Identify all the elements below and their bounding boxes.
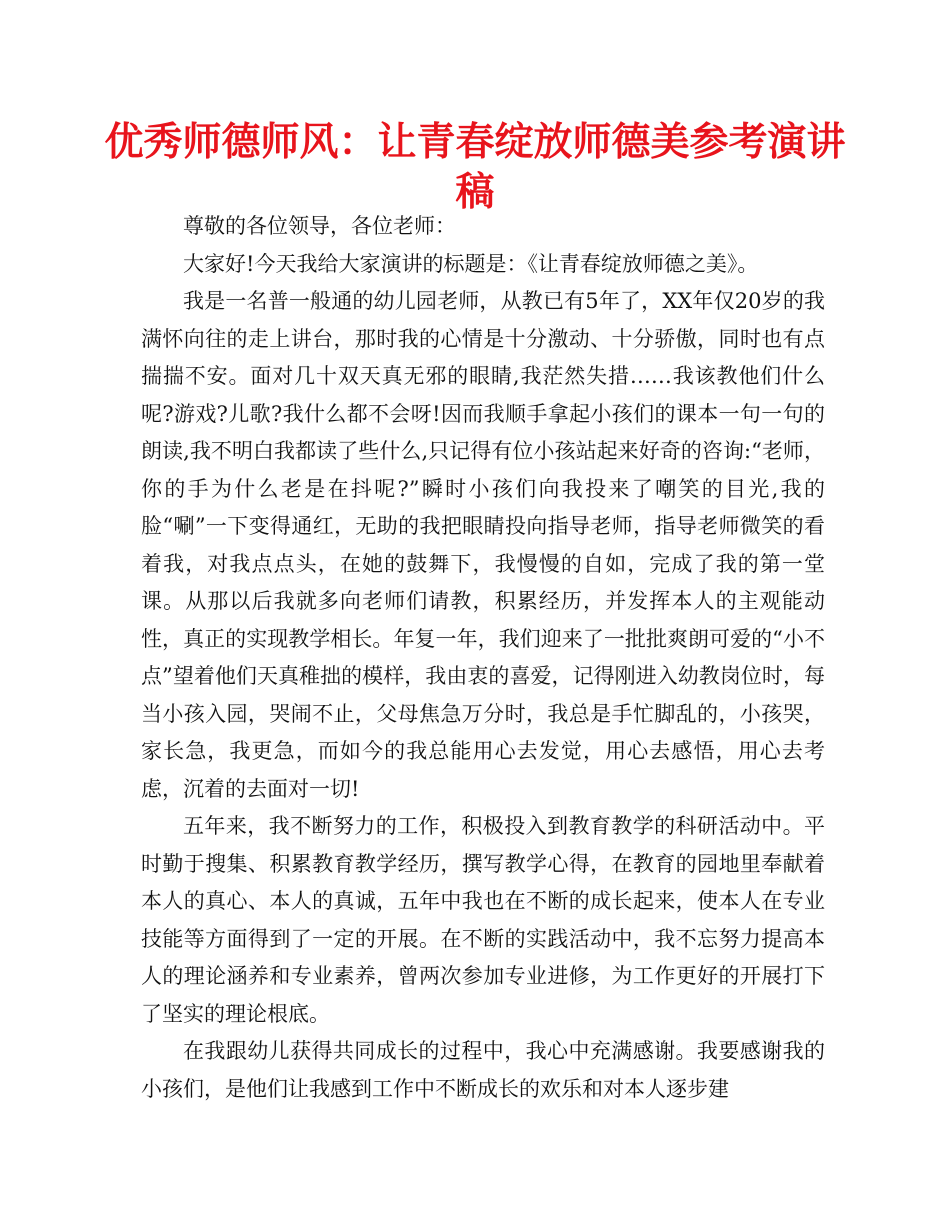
paragraph-greeting: 大家好!今天我给大家演讲的标题是：《让青春绽放师德之美》。 <box>183 251 759 276</box>
document-body <box>141 208 825 1108</box>
paragraph-story: 我是一名普一般通的幼儿园老师，从教已有5年了，XX年仅20岁的我满怀向往的走上讲台，那时我的心情是十分激动、十分骄傲，同时也有点揣揣不安。面对几十双天真无邪的眼睛,我茫然失措……我该教他们什么呢?游戏?儿歌?我什么都不会呀!因而我顺手拿起小孩们的课本一句一句的朗读,我不明白我都读了些什么,只记得有位小孩站起来好奇的咨询:“老师，你的手为什么老是在抖呢?”瞬时小孩们向我投来了嘲笑的目光,我的脸“唰”一下变得通红，无助的我把眼睛投向指导老师，指导老师微笑的看着我，对我点点头，在她的鼓舞下，我慢慢的自如，完成了我的第一堂课。从那以后我就多向老师们请教，积累经历，并发挥本人的主观能动性，真正的实现教学相长。年复一年，我们迎来了一批批爽朗可爱的“小不点”望着他们天真稚拙的模样，我由衷的喜爱，记得刚进入幼教岗位时，每当小孩入园，哭闹不止，父母焦急万分时，我总是手忙脚乱的，小孩哭，家长急，我更急，而如今的我总能用心去发觉，用心去感悟，用心去考虑，沉着的去面对一切! <box>141 289 825 801</box>
paragraph-gratitude: 在我跟幼儿获得共同成长的过程中，我心中充满感谢。我要感谢我的小孩们，是他们让我感到工作中不断成长的欢乐和对本人逐步建 <box>141 1039 825 1101</box>
salutation: 尊敬的各位领导，各位老师： <box>183 214 456 238</box>
document-title: 优秀师德师风：让青春绽放师德美参考演讲稿 <box>104 120 846 215</box>
paragraph-growth: 五年来，我不断努力的工作，积极投入到教育教学的科研活动中。平时勤于搜集、积累教育教学经历，撰写教学心得，在教育的园地里奉献着本人的真心、本人的真诚，五年中我也在不断的成长起来，使本人在专业技能等方面得到了一定的开展。在不断的实践活动中，我不忘努力提高本人的理论涵养和专业素养，曾两次参加专业进修，为工作更好的开展打下了坚实的理论根底。 <box>141 814 825 1026</box>
